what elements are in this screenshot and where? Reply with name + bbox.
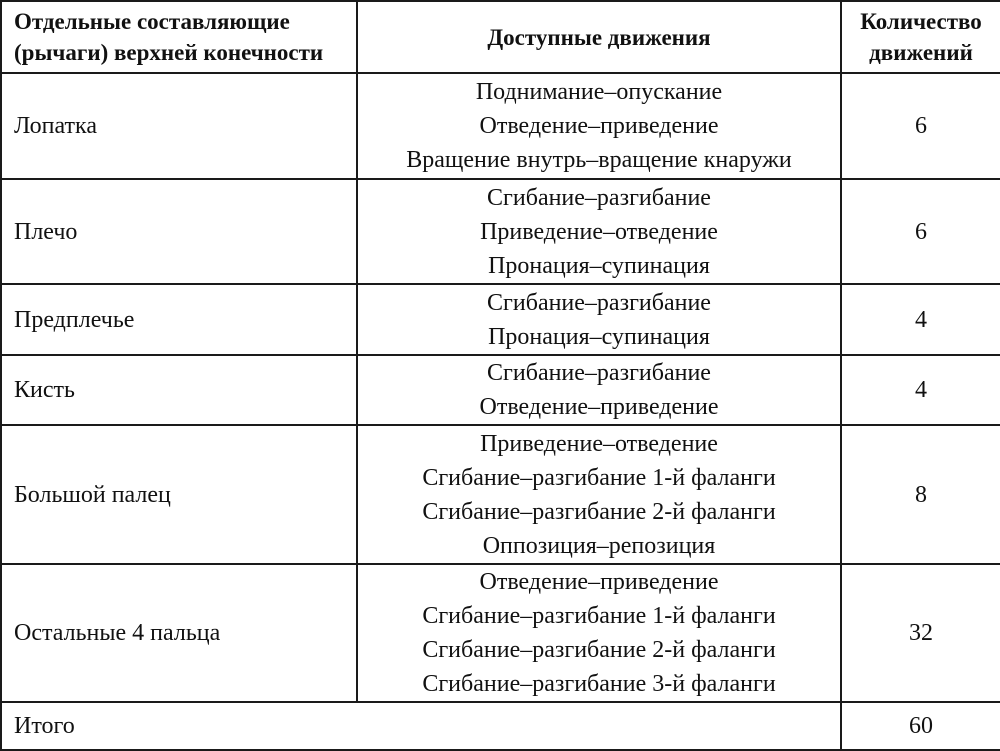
count-cell: 6	[841, 179, 1000, 284]
header-text: Отдельные составляющие	[14, 9, 290, 34]
movement-item: Отведение–приведение	[479, 569, 719, 595]
count-cell: 4	[841, 355, 1000, 425]
movements-cell	[357, 355, 841, 425]
table-row	[1, 355, 1000, 425]
header-movements: Доступные движения	[357, 1, 841, 73]
movement-item: Сгибание–разгибание 2-й фаланги	[422, 498, 776, 525]
movement-item: Поднимание–опускание	[475, 79, 723, 105]
movement-item: Сгибание–разгибание 1-й фаланги	[422, 603, 776, 629]
movements-cell	[357, 284, 841, 355]
component-cell: Остальные 4 пальца	[1, 564, 357, 702]
movements-cell	[357, 564, 841, 702]
movement-item: Пронация–супинация	[488, 252, 710, 279]
header-text: движений	[869, 40, 973, 65]
count-cell: 32	[841, 564, 1000, 702]
component-cell: Большой палец	[1, 425, 357, 564]
movement-item: Приведение–отведение	[480, 430, 718, 457]
movement-item: Сгибание–разгибание 2-й фаланги	[422, 637, 776, 663]
header-text: (рычаги) верхней конечности	[14, 40, 324, 65]
movement-item: Вращение внутрь–вращение кнаружи	[406, 147, 792, 173]
header-component	[1, 1, 357, 73]
table-row	[1, 179, 1000, 284]
table-row	[1, 564, 1000, 702]
header-text: Количество	[860, 9, 982, 34]
header-row	[1, 1, 1000, 73]
total-row	[1, 702, 1000, 750]
movement-item: Оппозиция–репозиция	[482, 532, 716, 559]
movements-cell	[357, 73, 841, 179]
table-row	[1, 425, 1000, 564]
table-row	[1, 284, 1000, 355]
movement-item: Пронация–супинация	[488, 323, 710, 350]
movement-item: Сгибание–разгибание 3-й фаланги	[422, 671, 776, 697]
table-body	[1, 73, 1000, 750]
movement-item: Отведение–приведение	[479, 113, 719, 139]
movement-item: Сгибание–разгибание	[487, 360, 711, 386]
movement-item: Сгибание–разгибание 1-й фаланги	[422, 464, 776, 491]
movements-cell	[357, 425, 841, 564]
table-row	[1, 73, 1000, 179]
component-cell: Плечо	[1, 179, 357, 284]
total-count: 60	[841, 702, 1000, 750]
total-label: Итого	[1, 702, 841, 750]
movement-item: Сгибание–разгибание	[487, 289, 711, 316]
component-cell: Лопатка	[1, 73, 357, 179]
component-cell: Кисть	[1, 355, 357, 425]
header-count	[841, 1, 1000, 73]
component-cell: Предплечье	[1, 284, 357, 355]
movement-item: Приведение–отведение	[480, 218, 718, 245]
movement-item: Сгибание–разгибание	[487, 184, 711, 211]
movements-cell	[357, 179, 841, 284]
count-cell: 6	[841, 73, 1000, 179]
movement-item: Отведение–приведение	[479, 394, 719, 420]
count-cell: 4	[841, 284, 1000, 355]
count-cell: 8	[841, 425, 1000, 564]
